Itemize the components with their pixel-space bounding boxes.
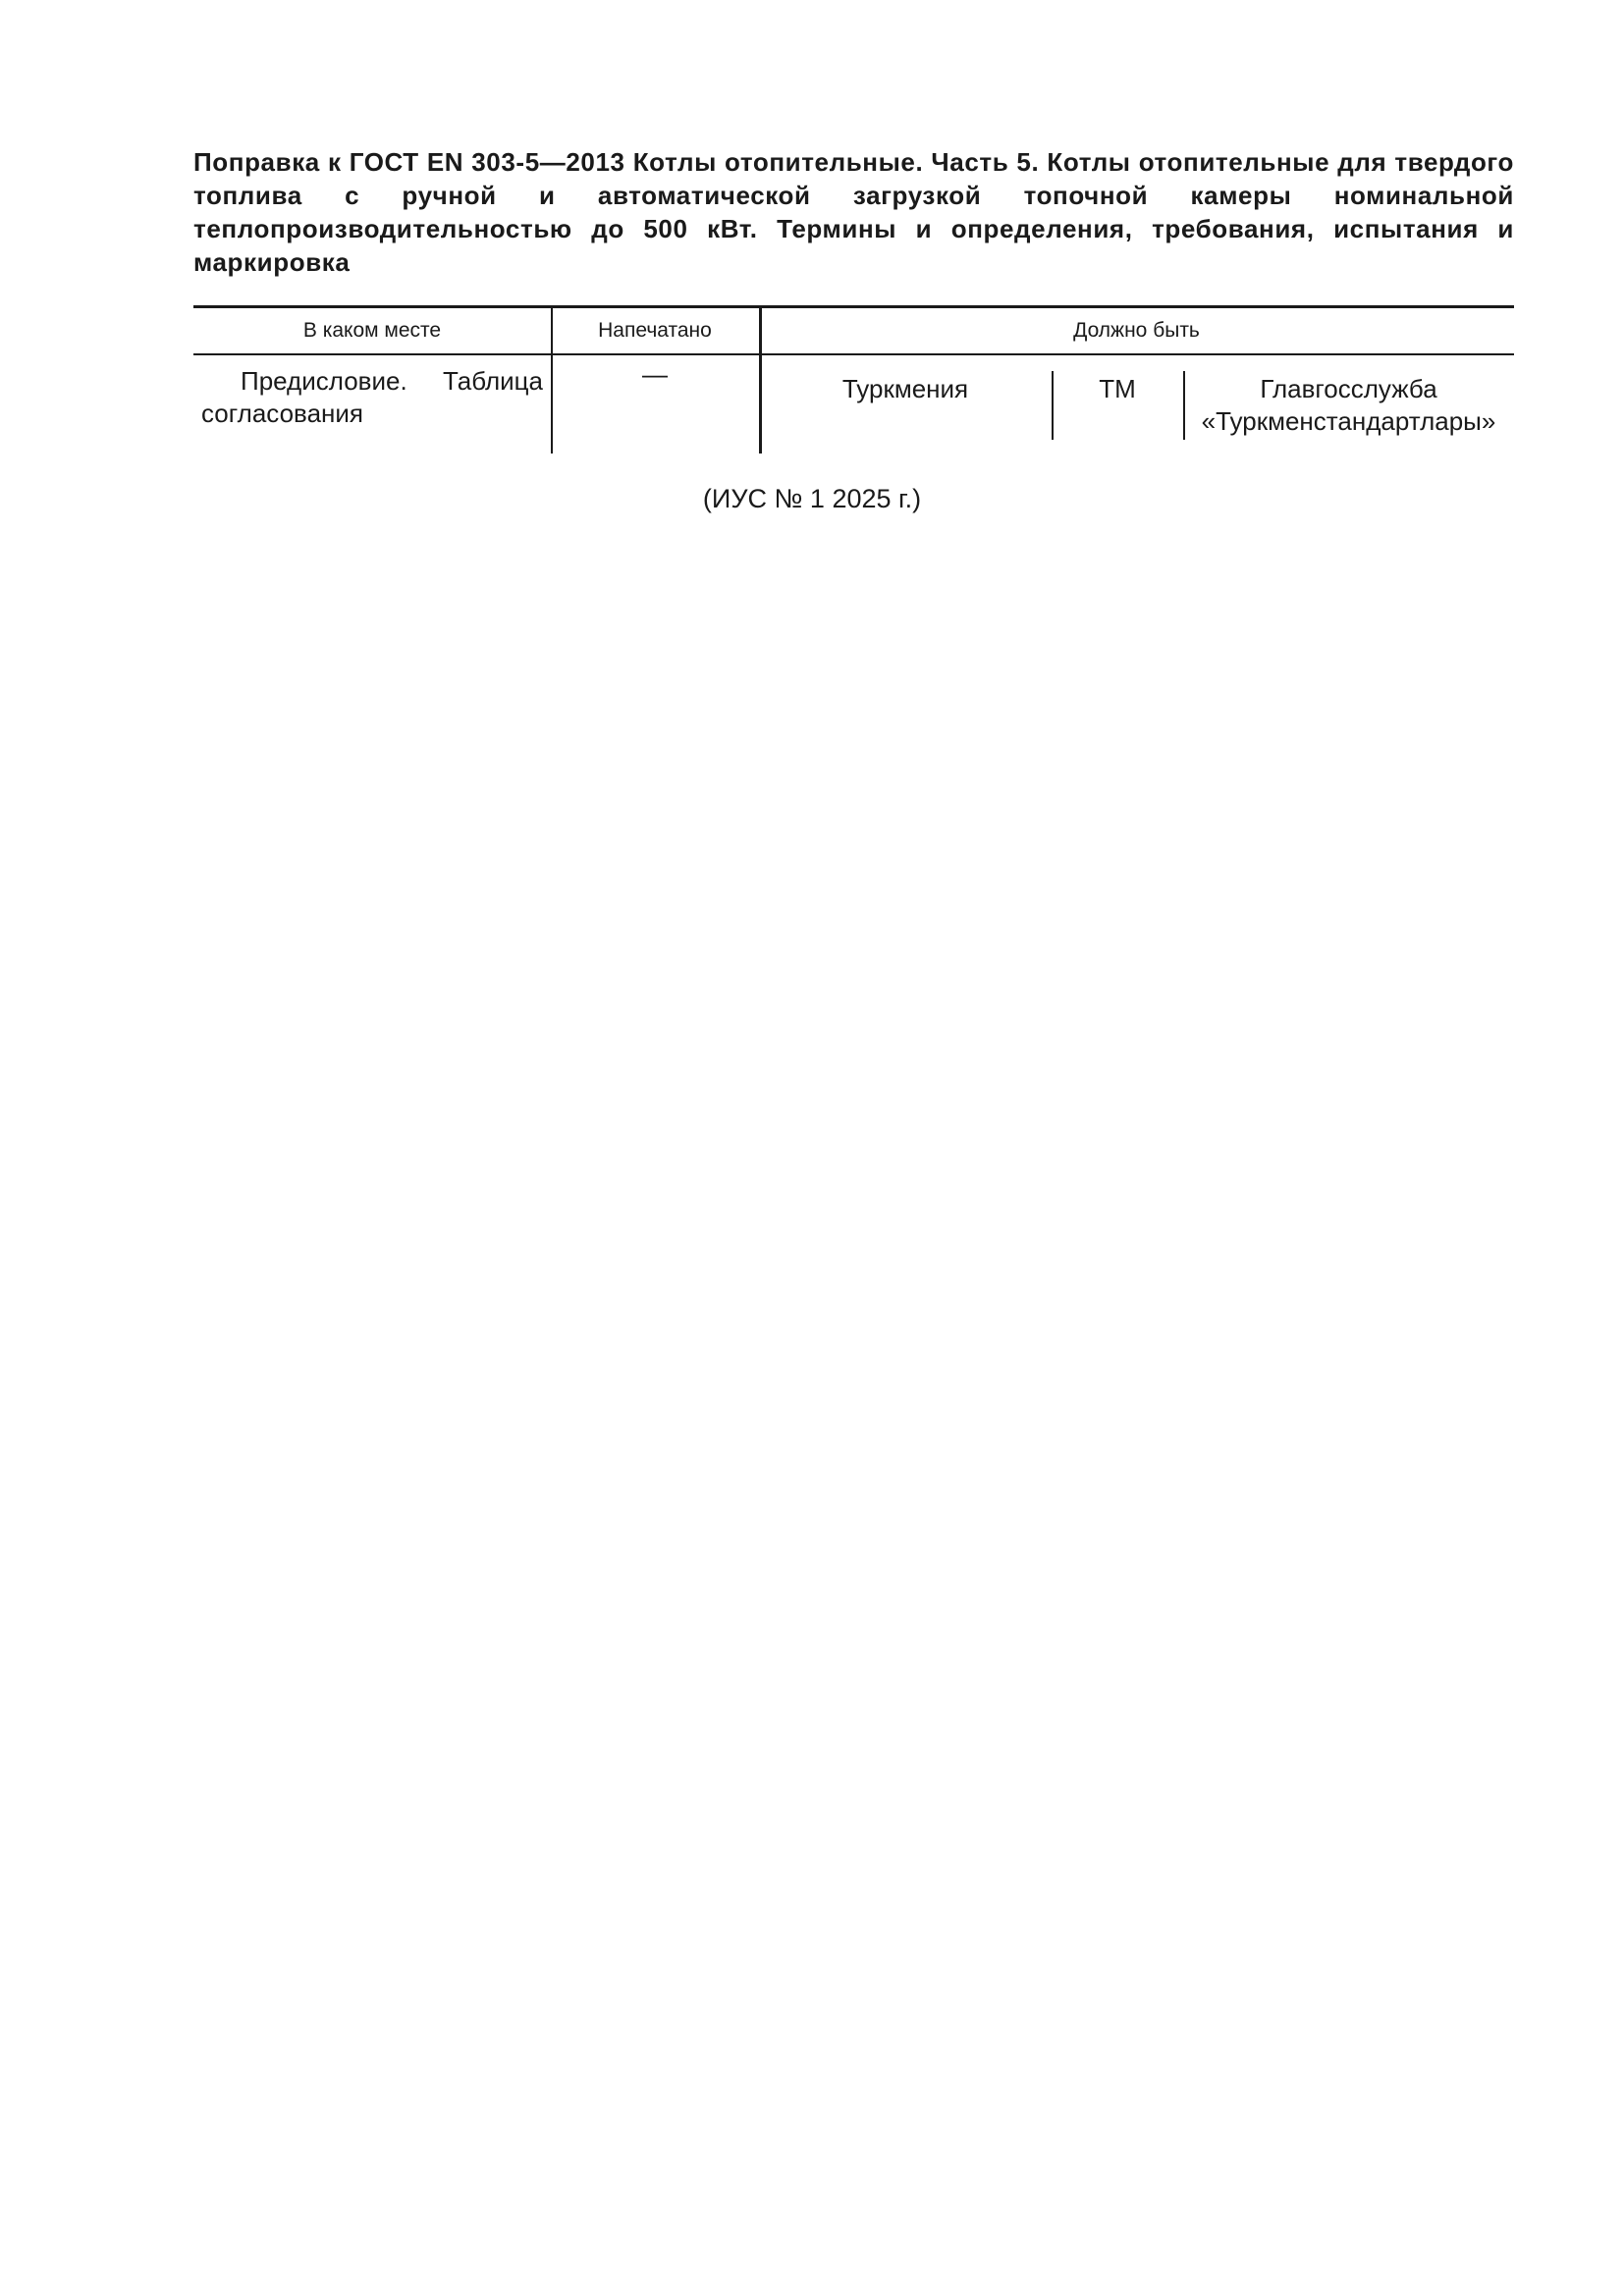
- table-row: [193, 355, 1514, 454]
- sub-divider-2: [1183, 371, 1185, 440]
- organization-line-1: Главгосслужба: [1260, 374, 1437, 403]
- organization-line-2: «Туркменстандартлары»: [1201, 406, 1496, 436]
- cell-organization: [1183, 373, 1514, 438]
- sub-divider-1: [1052, 371, 1054, 440]
- cell-country: Туркмения: [841, 374, 969, 403]
- body-divider-1: [551, 355, 553, 454]
- cell-country-code: ТМ: [1099, 374, 1136, 403]
- cell-place-text: Предисловие. Таблица согласования: [201, 366, 543, 428]
- header-divider-1: [551, 308, 553, 353]
- header-divider-2: [759, 308, 762, 353]
- body-divider-2: [759, 355, 762, 454]
- header-place: В каком месте: [302, 319, 442, 342]
- amendment-table: [193, 305, 1514, 454]
- header-should-be: Должно быть: [1073, 319, 1200, 342]
- amendment-title: Поправка к ГОСТ EN 303-5—2013 Котлы отопительные. Часть 5. Котлы отопительные для твердого топлива с ручной и автоматической загрузкой топочной камеры номинальной теплопроизводительностью до 500 кВт. Термины и определения, требования, испытания и маркировка: [193, 147, 1514, 277]
- header-printed: Напечатано: [598, 319, 712, 342]
- cell-printed: —: [642, 359, 668, 389]
- ius-footer: (ИУС № 1 2025 г.): [702, 484, 922, 513]
- cell-place: [201, 365, 543, 430]
- table-header-row: [193, 308, 1514, 355]
